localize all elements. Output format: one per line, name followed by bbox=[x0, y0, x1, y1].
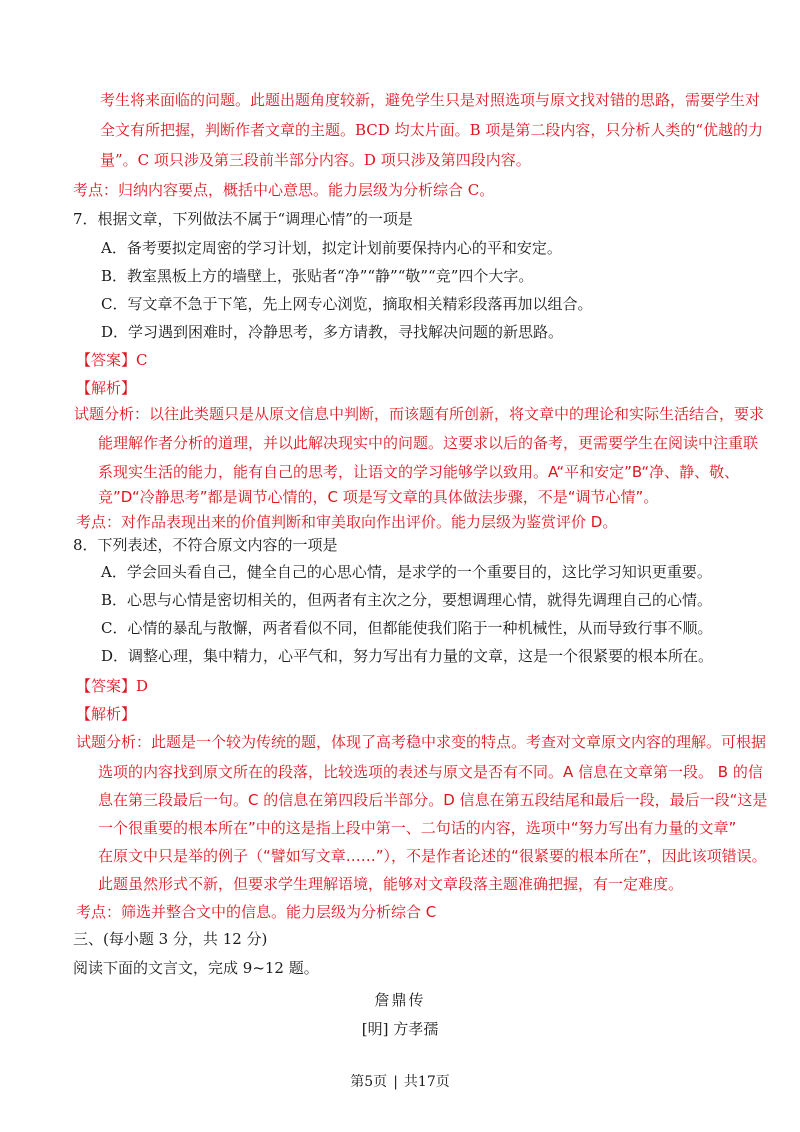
q7-analysis-line-3: 系现实生活的能力，能有自己的思考，让语文的学习能够学以致用。A“平和安定”B“净、静、敬、 bbox=[98, 463, 740, 481]
q7-option-b: B．教室黑板上方的墙壁上，张贴者“净”“静”“敬”“竞”四个大字。 bbox=[101, 267, 534, 285]
q6-analysis-line-1: 考生将来面临的问题。此题出题角度较新，避免学生只是对照选项与原文找对错的思路，需要学生对 bbox=[100, 91, 761, 109]
q7-option-a: A．备考要拟定周密的学习计划，拟定计划前要保持内心的平和安定。 bbox=[101, 239, 562, 257]
q7-option-c: C．写文章不急于下笔，先上网专心浏览，摘取相关精彩段落再加以组合。 bbox=[101, 295, 593, 313]
footer-separator: | bbox=[393, 1074, 398, 1090]
page-number: 第5页 bbox=[350, 1074, 388, 1090]
q6-kaodian: 考点：归纳内容要点，概括中心意思。能力层级为分析综合 C。 bbox=[73, 181, 495, 199]
page-footer bbox=[0, 1072, 800, 1092]
q8-stem: 8．下列表述，不符合原文内容的一项是 bbox=[73, 536, 338, 554]
q7-kaodian: 考点：对作品表现出来的价值判断和审美取向作出评价。能力层级为鉴赏评价 D。 bbox=[76, 513, 618, 531]
q8-analysis-line-2: 选项的内容找到原文所在的段落，比较选项的表述与原文是否有不同。A 信息在文章第一段。 B 的信 bbox=[98, 763, 763, 781]
q7-analysis-label: 【解析】 bbox=[76, 379, 137, 397]
section-3-heading: 三、(每小题 3 分，共 12 分) bbox=[73, 930, 268, 948]
q8-analysis-line-3: 息在第三段最后一句。C 的信息在第四段后半部分。D 信息在第五段结尾和最后一段，最后一段“这是 bbox=[98, 791, 768, 809]
passage-title: 詹鼎传 bbox=[374, 991, 426, 1009]
q7-analysis-line-2: 能理解作者分析的道理，并以此解决现实中的问题。这要求以后的备考，更需要学生在阅读中注重联 bbox=[98, 434, 759, 452]
q6-analysis-line-2: 全文有所把握，判断作者文章的主题。BCD 均太片面。B 项是第二段内容，只分析人类的“优越的力 bbox=[100, 121, 764, 139]
q8-analysis-line-6: 此题虽然形式不新，但要求学生理解语境，能够对文章段落主题准确把握，有一定难度。 bbox=[98, 875, 684, 893]
q7-stem: 7．根据文章，下列做法不属于“调理心情”的一项是 bbox=[73, 210, 413, 228]
section-3-instruction: 阅读下面的文言文，完成 9~12 题。 bbox=[73, 959, 319, 977]
q8-analysis-label: 【解析】 bbox=[76, 705, 137, 723]
q8-analysis-line-5: 在原文中只是举的例子（“譬如写文章……”），不是作者论述的“很紧要的根本所在”，因此该项错误。 bbox=[98, 847, 767, 865]
q8-option-c: C．心情的暴乱与散懈，两者看似不同，但都能使我们陷于一种机械性，从而导致行事不顺。 bbox=[101, 619, 713, 637]
q8-option-a: A．学会回头看自己，健全自己的心思心情，是求学的一个重要目的，这比学习知识更重要。 bbox=[101, 563, 712, 581]
q8-analysis-line-1: 试题分析：此题是一个较为传统的题，体现了高考稳中求变的特点。考查对文章原文内容的理解。可根据 bbox=[76, 733, 767, 751]
q8-answer: 【答案】D bbox=[76, 677, 149, 695]
q7-answer: 【答案】C bbox=[76, 351, 148, 369]
q7-analysis-line-1: 试题分析：以往此类题只是从原文信息中判断，而该题有所创新，将文章中的理论和实际生活结合，要求 bbox=[74, 405, 765, 423]
q7-analysis-line-4: 竞”D“冷静思考”都是调节心情的，C 项是写文章的具体做法步骤，不是“调节心情”。 bbox=[98, 488, 659, 506]
q7-option-d: D．学习遇到困难时，冷静思考，多方请教，寻找解决问题的新思路。 bbox=[101, 323, 564, 341]
page-total: 共17页 bbox=[403, 1074, 450, 1090]
passage-author: [明] 方孝孺 bbox=[361, 1020, 439, 1038]
q6-analysis-line-3: 量”。C 项只涉及第三段前半部分内容。D 项只涉及第四段内容。 bbox=[100, 151, 531, 169]
q8-kaodian: 考点：筛选并整合文中的信息。能力层级为分析综合 C bbox=[76, 903, 437, 921]
q8-analysis-line-4: 一个很重要的根本所在”中的这是指上段中第一、二句话的内容，选项中“努力写出有力量的文章” bbox=[98, 819, 737, 837]
q8-option-b: B．心思与心情是密切相关的，但两者有主次之分，要想调理心情，就得先调理自己的心情。 bbox=[101, 591, 713, 609]
q8-option-d: D．调整心理，集中精力，心平气和，努力写出有力量的文章，这是一个很紧要的根本所在。 bbox=[101, 647, 714, 665]
